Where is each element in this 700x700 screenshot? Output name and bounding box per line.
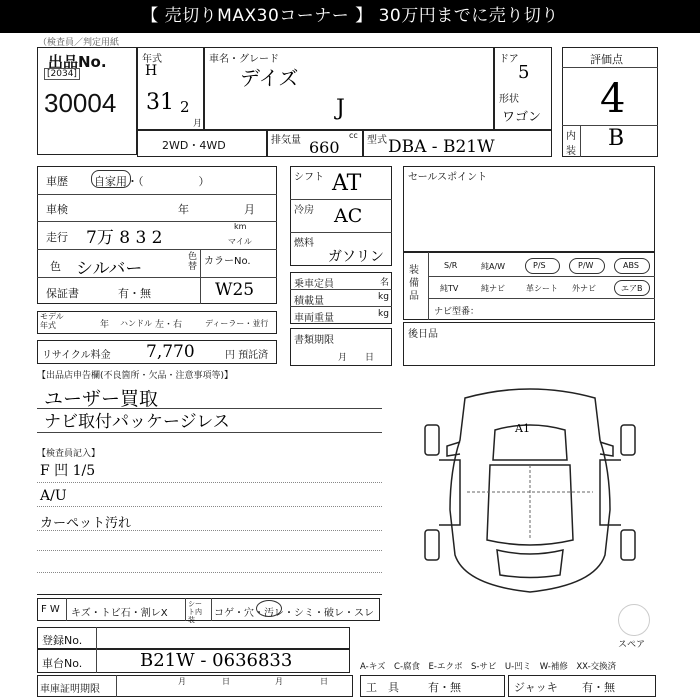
grade-value: J [336,96,345,121]
interior-label-2: 装 [566,146,576,157]
post-items-label: 後日品 [408,329,438,340]
inspector-label: 【検査員記入】 [37,449,101,459]
load-unit: kg [378,292,389,302]
inspector-line1: F 凹 1/5 [40,463,96,479]
equip-ps-circle [525,258,560,274]
seat-label: シート内装 [188,600,202,624]
registration-label: 登録No. [42,634,83,647]
score-label: 評価点 [590,53,623,66]
door-label: ドア [499,54,519,65]
equip-airbag-circle [614,280,650,296]
model-year-label: モデル年式 [40,312,64,330]
model-year-unit: 年 [100,320,110,330]
declaration-line2: ナビ取付パッケージレス [44,412,230,432]
tools-value: 有・無 [428,681,461,694]
chassis-value: B21W - 0636833 [140,650,293,671]
cert-month-2: 月 [275,677,283,686]
fuel-label: 燃料 [294,238,314,249]
ac-value: AC [334,205,363,227]
cert-month-1: 月 [178,677,186,686]
declaration-line1: ユーザー買取 [44,388,159,410]
equip-ext-navi: 外ナビ [572,284,596,293]
equip-pw-circle [569,258,605,274]
history-value: 自家用・（ ） [94,175,210,188]
drive-label: 2WD・4WD [162,139,226,152]
model-value: DBA - B21W [388,137,495,157]
month-unit: 月 [193,119,203,129]
km-unit: km [234,222,247,231]
jack-value: 有・無 [582,681,615,694]
history-label: 車歴 [46,175,68,188]
handle-label: ハンドル [120,319,152,328]
model-label: 型式 [367,135,387,146]
load-label: 積載量 [294,296,324,307]
color-no-value: W25 [215,280,255,300]
cert-day-2: 日 [320,677,328,686]
weight-label: 車両重量 [294,313,334,324]
weight-unit: kg [378,309,389,319]
color-label: 色 [50,260,61,273]
equip-ps: P/S [533,261,546,270]
equip-airbag: エアB [621,284,643,293]
equip-abs-circle [614,258,650,274]
year-label: 年式 [142,54,162,65]
history-circle [91,170,131,188]
fw-label: F W [41,604,60,615]
recycle-label: リサイクル料金 [42,350,111,361]
equip-navi: 純ナビ [481,284,505,293]
score-value: 4 [600,76,626,122]
capacity-unit: 名 [380,278,390,288]
car-diagram [405,380,655,610]
recycle-unit: 円 預託済 [225,350,269,361]
equipment-label: 装備品 [409,265,419,302]
mileage-label: 走行 [46,231,68,244]
shift-label: シフト [294,172,324,183]
fuel-value: ガソリン [328,249,384,265]
sales-label: セールスポイント [408,172,488,183]
interior-value: B [608,126,625,151]
lot-number: 30004 [44,88,117,118]
cert-day-1: 日 [222,677,230,686]
displacement-value: 660 [309,138,340,157]
mile-unit: マイル [228,237,252,246]
seat-text: コゲ・穴・汚レ・シミ・破レ・スレ [214,608,374,619]
declaration-label: 【出品店申告欄(不良箇所・欠品・注意事項等)】 [37,371,234,381]
navi-type-label: ナビ型番： [434,307,480,317]
lot-sub: [2034] [44,68,80,80]
fw-text: キズ・トビ石・割レX [71,608,168,619]
inspector-line3: カーペット汚れ [40,516,132,531]
title-banner: 【 売切りMAX30コーナー 】 30万円までに売り切り [0,0,700,33]
color-change-label: 色替 [188,252,198,272]
docs-label: 書類期限 [294,335,334,346]
inspection-year-unit: 年 [178,203,189,216]
recycle-value: 7,770 [146,342,195,362]
equip-leather: 革シート [526,284,558,293]
color-value: シルバー [76,259,143,279]
shape-value: ワゴン [502,110,542,125]
car-name-value: デイズ [240,66,299,90]
tools-label: 工 具 [366,681,399,694]
garage-cert-label: 車庫証明期限 [40,684,100,695]
jack-label: ジャッキ [514,681,558,694]
registration-row [37,627,350,649]
spare-label: スペア [618,640,646,650]
warranty-label: 保証書 [46,287,79,300]
equip-pw: P/W [578,261,594,270]
seat-stain-circle [256,600,282,617]
equip-sr: S/R [444,261,458,270]
color-no-label: カラーNo. [204,256,251,267]
mileage-value: 7万 8 3 2 [86,228,163,248]
warranty-value: 有・無 [118,287,151,300]
displacement-label: 排気量 [271,135,301,146]
inspection-label: 車検 [46,203,68,216]
handle-value: 左・右 [155,320,183,330]
dealer-label: ディーラー・並行 [205,319,269,328]
interior-label-1: 内 [566,131,576,142]
equip-alloy: 純A/W [481,262,506,271]
chassis-label: 車台No. [42,657,83,670]
capacity-label: 乗車定員 [294,279,334,290]
car-name-label: 車名・グレード [209,54,279,65]
inspector-line2: A/U [40,488,67,504]
lot-label: 出品No. [48,53,107,71]
form-title-partial: （検査員／判定用紙 [38,38,120,48]
door-value: 5 [518,62,530,83]
shape-label: 形状 [499,94,519,105]
post-items-box [403,322,655,366]
month-value: 2 [180,98,190,116]
docs-unit: 月 日 [338,353,375,363]
cc-unit: cc [349,131,358,140]
inspection-month-unit: 月 [244,203,255,216]
diagram-mark-a1: A1 [515,422,530,435]
era-value: H [145,63,158,79]
ac-label: 冷房 [294,205,314,216]
shift-value: AT [332,171,362,196]
damage-legend: A-キズ C-腐食 E-エクボ S-サビ U-凹ミ W-補修 XX-交換済 [360,662,617,672]
equip-tv: 純TV [440,284,459,293]
spare-tire-icon [618,604,650,636]
year-value: 31 [146,90,174,115]
equip-abs: ABS [623,261,639,270]
